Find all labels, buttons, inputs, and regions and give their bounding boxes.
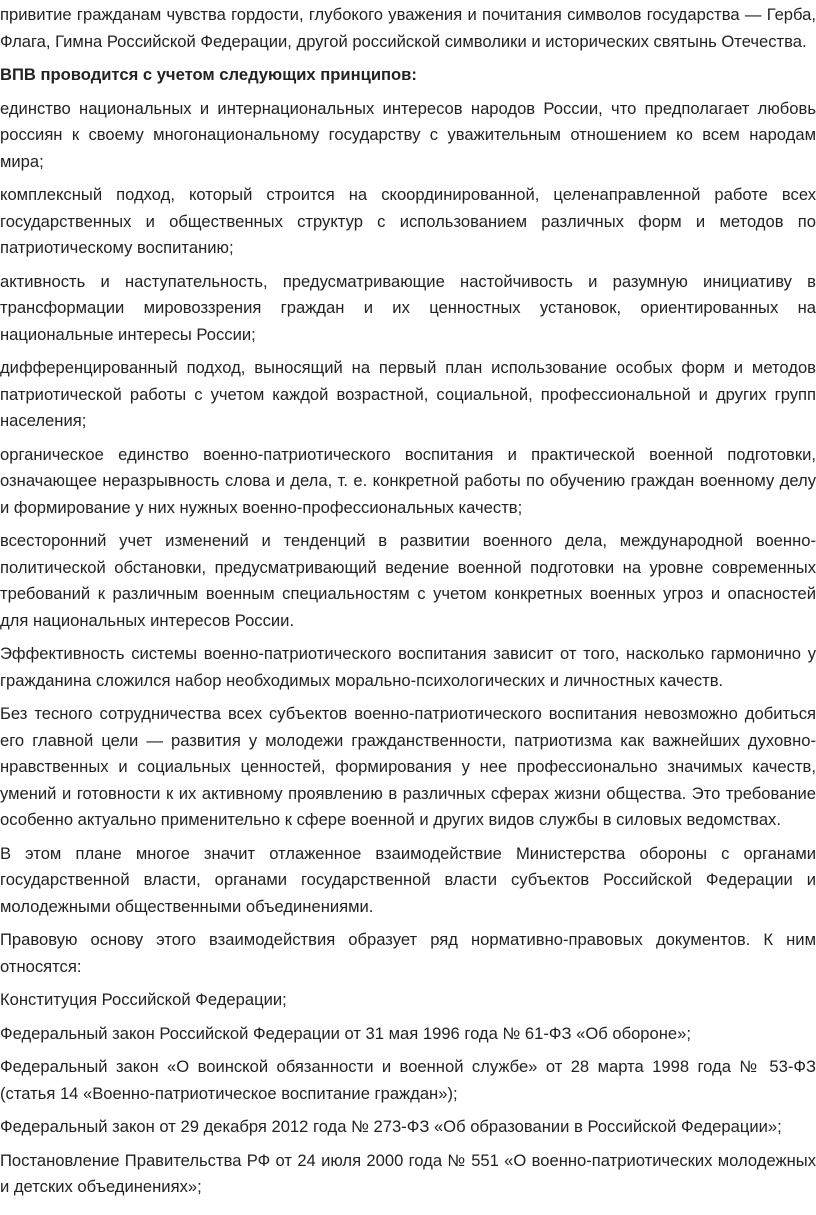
principle-complex-approach: комплексный подход, который строится на скоординированной, целенаправленной работе всех государственных и общественных структур с использованием различных форм и методов по патриотическому воспитанию; (0, 185, 816, 257)
paragraph-legal-basis: Правовую основу этого взаимодействия образует ряд нормативно-правовых документов. К ним относятся: (0, 930, 816, 976)
paragraph-effectiveness: Эффективность системы военно-патриотического воспитания зависит от того, насколько гармонично у гражданина сложился набор необходимых морально-психологических и личностных качеств. (0, 644, 816, 690)
principle-activity: активность и наступательность, предусматривающие настойчивость и разумную инициативу в трансформации мировоззрения граждан и их ценностных установок, ориентированных на национальные интересы России; (0, 271, 816, 344)
document-item-law-military-service: Федеральный закон «О воинской обязанности и военной службе» от 28 марта 1998 года № 53-ФЗ (статья 14 «Военно-патриотическое воспитание граждан»); (0, 1057, 816, 1103)
principle-differentiated-approach: дифференцированный подход, выносящий на первый план использование особых форм и методов патриотической работы с учетом каждой возрастной, социальной, профессиональной и других групп населения; (0, 358, 816, 430)
document-item-government-decree: Постановление Правительства РФ от 24 июля 2000 года № 551 «О военно-патриотических молодежных и детских объединениях»; (0, 1150, 816, 1196)
paragraph-interaction: В этом плане многое значит отлаженное взаимодействие Министерства обороны с органами государственной власти, органами государственной власти субъектов Российской Федерации и молодежными общественными объединениями. (0, 843, 816, 916)
document-item-constitution: Конституция Российской Федерации; (0, 990, 287, 1009)
principle-organic-unity: органическое единство военно-патриотического воспитания и практической военной подготовки, означающее неразрывность слова и дела, т. е. конкретной работы по обучению граждан военному делу и формирование у них нужных военно-профессиональных качеств; (0, 444, 816, 517)
principle-unity: единство национальных и интернациональных интересов народов России, что предполагает любовь россиян к своему многонациональному государству с уважительным отношением ко всем народам мира; (0, 98, 816, 171)
principle-comprehensive-account: всесторонний учет изменений и тенденций в развитии военного дела, международной военно-политической обстановки, предусматривающий ведение военной подготовки на уровне современных требований к различным военным специальностям с учетом конкретных военных угроз и опасностей для национальных интересов России. (0, 531, 816, 630)
document-item-law-defense: Федеральный закон Российской Федерации от 31 мая 1996 года № 61-ФЗ «Об обороне»; (0, 1023, 691, 1043)
principles-heading: ВПВ проводится с учетом следующих принципов: (0, 65, 417, 84)
document-item-law-education: Федеральный закон от 29 декабря 2012 года № 273-ФЗ «Об образовании в Российской Федерации»; (0, 1117, 782, 1136)
paragraph-symbols: привитие гражданам чувства гордости, глубокого уважения и почитания символов государства — Герба, Флага, Гимна Российской Федерации, другой российской символики и исторических святынь Отечества. (0, 5, 816, 51)
paragraph-cooperation: Без тесного сотрудничества всех субъектов военно-патриотического воспитания невозможно добиться его главной цели — развития у молодежи гражданственности, патриотизма как важнейших духовно-нравственных и социальных ценностей, формирования у нее профессионально значимых качеств, умений и готовности к их активному проявлению в различных сферах жизни общества. Это требование особенно актуально применительно к сфере военной и других видов службы в силовых ведомствах. (0, 704, 816, 829)
